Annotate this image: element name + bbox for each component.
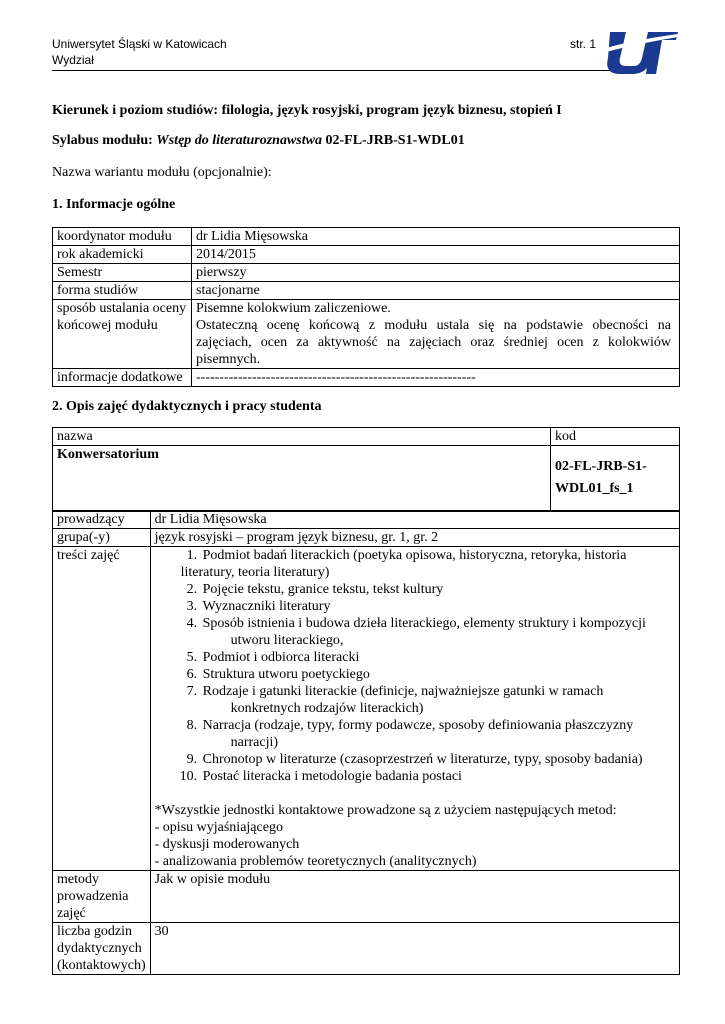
grading-line-1: Pisemne kolokwium zaliczeniowe. (196, 301, 391, 316)
row-value (150, 547, 679, 871)
row-label: informacje dodatkowe (53, 369, 192, 387)
row-value: 2014/2015 (192, 246, 680, 264)
list-item: 5. Podmiot i odbiorca literacki (201, 649, 675, 666)
list-item: 9. Chronotop w literaturze (czasoprzestrzeń w literaturze, typy, sposoby badania) (201, 751, 675, 768)
row-label: koordynator modułu (53, 228, 192, 246)
row-label: sposób ustalania oceny końcowej modułu (53, 300, 192, 369)
code-header: kod (551, 428, 680, 446)
syllabus-title: Wstęp do literaturoznawstwa (156, 133, 322, 148)
study-direction: Kierunek i poziom studiów: filologia, język rosyjski, program język biznesu, stopień I (52, 103, 562, 118)
table-row (53, 228, 680, 246)
row-label: Semestr (53, 264, 192, 282)
row-value: ------------------------------------------------------------ (192, 369, 680, 387)
faculty-name: Wydział (52, 53, 94, 67)
methods-note-item: - analizowania problemów teoretycznych (analitycznych) (154, 854, 477, 869)
page-header (52, 36, 227, 68)
university-name: Uniwersytet Śląski w Katowicach (52, 37, 227, 51)
row-label: liczba godzin dydaktycznych (kontaktowych) (53, 923, 151, 975)
general-info-table (52, 227, 680, 387)
methods-note (155, 802, 675, 870)
methods-note-intro: *Wszystkie jednostki kontaktowe prowadzone są z użyciem następujących metod: (154, 803, 617, 818)
list-item: 2. Pojęcie tekstu, granice tekstu, tekst kultury (201, 581, 675, 598)
class-name: Konwersatorium (53, 446, 551, 512)
table-row (53, 511, 680, 529)
name-header: nazwa (53, 428, 551, 446)
list-item: 1. Podmiot badań literackich (poetyka opisowa, historyczna, retoryka, historia literatury, teoria literatury) (201, 547, 675, 581)
class-details-table (52, 510, 680, 975)
table-row (53, 428, 680, 446)
row-label: forma studiów (53, 282, 192, 300)
row-label: prowadzący (53, 511, 151, 529)
table-row (53, 282, 680, 300)
grading-line-2: Ostateczną ocenę końcową z modułu ustala się na podstawie obecności na zajęciach, ocen za aktywność na zajęciach oraz średniej ocen z kolokwiów pisemnych. (196, 318, 671, 367)
page-number: str. 1 (570, 37, 597, 51)
row-value: język rosyjski – program język biznesu, gr. 1, gr. 2 (150, 529, 679, 547)
list-item: 10. Postać literacka i metodologie badania postaci (201, 768, 675, 785)
list-item: 4. Sposób istnienia i budowa dzieła literackiego, elementy struktury i kompozycji utworu literackiego, (201, 615, 675, 649)
row-label: treści zajęć (53, 547, 151, 871)
topics-list (155, 547, 675, 785)
section2-heading: 2. Opis zajęć dydaktycznych i pracy studenta (52, 399, 322, 414)
row-label: rok akademicki (53, 246, 192, 264)
table-row (53, 547, 680, 871)
row-value: 30 (150, 923, 679, 975)
row-value: dr Lidia Mięsowska (192, 228, 680, 246)
list-item: 7. Rodzaje i gatunki literackie (definicje, najważniejsze gatunki w ramach konkretnych rodzajów literackich) (201, 683, 675, 717)
row-value: stacjonarne (192, 282, 680, 300)
row-value: Jak w opisie modułu (150, 871, 679, 923)
row-label: metody prowadzenia zajęć (53, 871, 151, 923)
methods-note-item: - dyskusji moderowanych (154, 837, 300, 852)
row-value (192, 300, 680, 369)
list-item: 6. Struktura utworu poetyckiego (201, 666, 675, 683)
section1-heading: 1. Informacje ogólne (52, 197, 176, 212)
table-row (53, 446, 680, 512)
syllabus-code: 02-FL-JRB-S1-WDL01 (321, 133, 465, 148)
table-row (53, 529, 680, 547)
table-row (53, 923, 680, 975)
variant-name: Nazwa wariantu modułu (opcjonalnie): (52, 165, 272, 180)
methods-note-item: - opisu wyjaśniającego (154, 820, 283, 835)
university-logo (604, 28, 680, 76)
table-row (53, 264, 680, 282)
table-row (53, 300, 680, 369)
header-rule (52, 70, 622, 71)
syllabus-label: Sylabus modułu: (52, 133, 157, 148)
table-row (53, 369, 680, 387)
class-header-table (52, 427, 680, 512)
syllabus-line (52, 132, 465, 149)
row-label: grupa(-y) (53, 529, 151, 547)
row-value: pierwszy (192, 264, 680, 282)
class-code: 02-FL-JRB-S1-WDL01_fs_1 (551, 446, 680, 512)
table-row (53, 871, 680, 923)
list-item: 8. Narracja (rodzaje, typy, formy podawcze, sposoby definiowania płaszczyzny narracji) (201, 717, 675, 751)
row-value: dr Lidia Mięsowska (150, 511, 679, 529)
list-item: 3. Wyznaczniki literatury (201, 598, 675, 615)
table-row (53, 246, 680, 264)
